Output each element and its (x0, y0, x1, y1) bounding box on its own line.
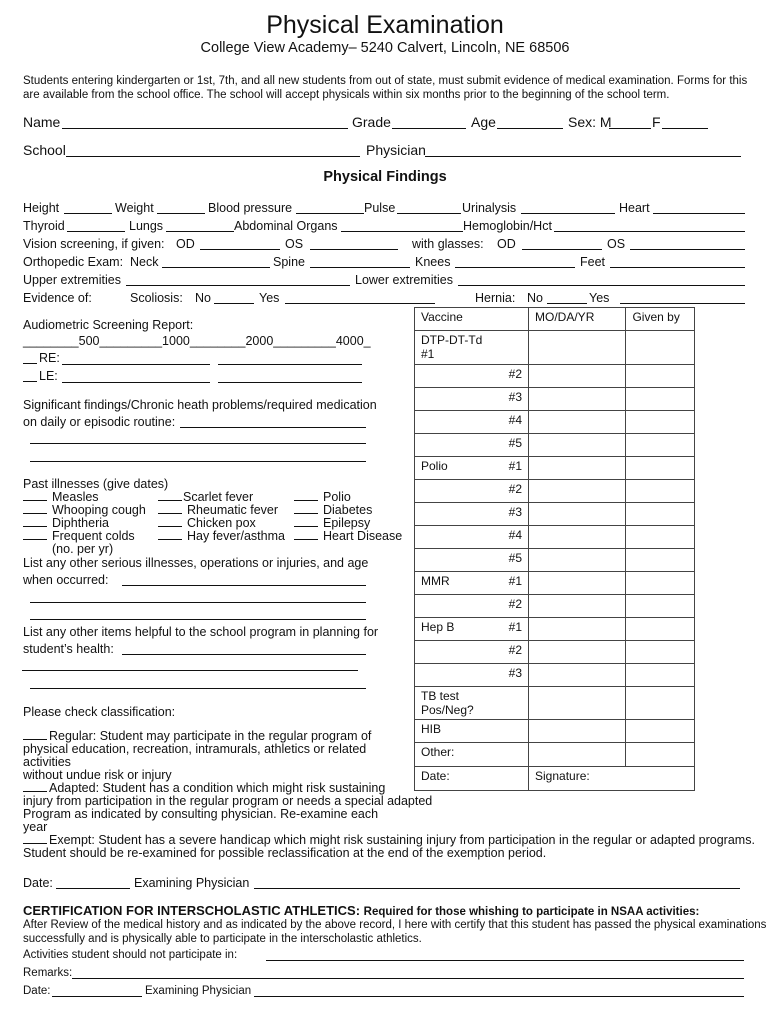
hepb-1-date[interactable] (529, 618, 626, 641)
cert-date-field[interactable] (52, 996, 142, 997)
class-examining-field[interactable] (254, 888, 740, 889)
hepb-dose-3: #3 (415, 664, 529, 687)
illness-rheumatic-fever[interactable]: Rheumatic fever (158, 503, 278, 517)
dtp-2-given[interactable] (626, 365, 695, 388)
polio-5-given[interactable] (626, 549, 695, 572)
hernia-yes-field[interactable] (620, 303, 745, 304)
hernia-yes-label: Yes (589, 291, 610, 305)
vaccine-header: Vaccine (415, 308, 529, 331)
scoliosis-yes-field[interactable] (285, 303, 435, 304)
hemoglobin-label: Hemoglobin/Hct (463, 219, 552, 233)
significant-field-3[interactable] (30, 461, 366, 462)
dtp-4-given[interactable] (626, 411, 695, 434)
intro-line-1: Students entering kindergarten or 1st, 7th, and all new students from out of state, must submit evidence of medical examination. Forms for this (23, 75, 748, 87)
polio-3-date[interactable] (529, 503, 626, 526)
neck-field[interactable] (162, 267, 270, 268)
knees-field[interactable] (455, 267, 575, 268)
le-prefix-line (23, 381, 37, 382)
past-illnesses-title: Past illnesses (give dates) (23, 477, 169, 491)
illness-diabetes[interactable]: Diabetes (294, 503, 372, 517)
hepb-1-given[interactable] (626, 618, 695, 641)
upper-label: Upper extremities (23, 273, 121, 287)
activities-field[interactable] (266, 960, 744, 961)
illness-frequent-colds[interactable]: Frequent colds (23, 529, 135, 543)
sex-m-field[interactable] (609, 128, 651, 129)
illness-epilepsy[interactable]: Epilepsy (294, 516, 370, 530)
lungs-label: Lungs (129, 219, 164, 233)
helpful-field-3[interactable] (30, 688, 366, 689)
od2-label: OD (497, 237, 516, 251)
polio-5-date[interactable] (529, 549, 626, 572)
hemoglobin-field[interactable] (554, 231, 745, 232)
helpful-line-2: student’s health: (23, 642, 114, 656)
hib-date[interactable] (529, 720, 626, 743)
page-title: Physical Examination (266, 11, 504, 39)
os-field[interactable] (310, 249, 398, 250)
od-field[interactable] (200, 249, 280, 250)
hernia-label: Hernia: (475, 291, 516, 305)
hepb-dose-2: #2 (415, 641, 529, 664)
significant-field-1[interactable] (180, 427, 366, 428)
adapted-line-2: injury from participation in the regular program or needs a special adapted (23, 794, 433, 808)
regular-line-2: physical education, recreation, intramurals, athletics or related (23, 742, 367, 756)
dtp-1-given[interactable] (626, 331, 695, 365)
school-address: College View Academy– 5240 Calvert, Lincoln, NE 68506 (200, 40, 570, 56)
intro-line-2: are available from the school office. The school will accept physicals within six months prior to the beginning of the school term. (23, 89, 670, 101)
abdominal-field[interactable] (341, 231, 463, 232)
dtp-2-date[interactable] (529, 365, 626, 388)
mmr-cell (415, 572, 529, 595)
illness-diphtheria[interactable]: Diphtheria (23, 516, 109, 530)
re-prefix-line (23, 363, 37, 364)
adapted-line-4: year (23, 820, 48, 834)
class-date-field[interactable] (56, 888, 130, 889)
dtp-cell (415, 331, 529, 365)
polio-2-given[interactable] (626, 480, 695, 503)
scoliosis-no-label: No (195, 291, 211, 305)
cert-body-1: After Review of the medical history and as indicated by the above record, I here with certify that this student has passed the physical examinations (23, 919, 767, 931)
urinalysis-label: Urinalysis (462, 201, 517, 215)
sex-m-label: Sex: M (568, 114, 612, 130)
le-field-b[interactable] (218, 382, 362, 383)
knees-label: Knees (415, 255, 451, 269)
with-glasses-label: with glasses: (412, 237, 484, 251)
age-field[interactable] (497, 128, 563, 129)
age-label: Age (471, 114, 496, 130)
height-label: Height (23, 201, 60, 215)
adapted-line-3: Program as indicated by consulting physician. Re-examine each (23, 807, 379, 821)
weight-label: Weight (115, 201, 154, 215)
hepb-label: Hep B (421, 620, 455, 634)
mmr-2-given[interactable] (626, 595, 695, 618)
hepb-3-date[interactable] (529, 664, 626, 687)
spine-field[interactable] (310, 267, 410, 268)
dtp-1-date[interactable] (529, 331, 626, 365)
cert-heading: CERTIFICATION FOR INTERSCHOLASTIC ATHLETICS: Required for those whishing to participate in NSAA activities: (23, 903, 700, 918)
mmr-1-given[interactable] (626, 572, 695, 595)
vaccine-date-label: Date: (415, 767, 529, 791)
hib-label: HIB (415, 720, 529, 743)
le-field-a[interactable] (62, 382, 210, 383)
other-date[interactable] (529, 743, 626, 767)
hepb-dose-1: #1 (508, 620, 523, 634)
upper-field[interactable] (126, 285, 350, 286)
lower-field[interactable] (458, 285, 745, 286)
significant-line-2: on daily or episodic routine: (23, 415, 176, 429)
pulse-field[interactable] (397, 213, 461, 214)
mmr-2-date[interactable] (529, 595, 626, 618)
illness-hay-fever[interactable]: Hay fever/asthma (158, 529, 285, 543)
dtp-dose-5: #5 (415, 434, 529, 457)
pulse-label: Pulse (364, 201, 396, 215)
other-illness-line-2: when occurred: (23, 573, 109, 587)
vision-label: Vision screening, if given: (23, 237, 165, 251)
regular-line-4: without undue risk or injury (23, 768, 172, 782)
polio-dose-3: #3 (415, 503, 529, 526)
grade-field[interactable] (392, 128, 466, 129)
polio-dose-2: #2 (415, 480, 529, 503)
school-field[interactable] (66, 156, 360, 157)
lungs-field[interactable] (166, 231, 234, 232)
sex-f-label: F (652, 114, 661, 130)
heart-label: Heart (619, 201, 650, 215)
cert-examining-field[interactable] (254, 996, 744, 997)
tb-label: TB test (421, 689, 460, 703)
hepb-2-given[interactable] (626, 641, 695, 664)
blood-pressure-label: Blood pressure (208, 201, 293, 215)
dtp-dose-2: #2 (415, 365, 529, 388)
dtp-dose-1: #1 (421, 347, 435, 361)
scoliosis-yes-label: Yes (259, 291, 280, 305)
dtp-label: DTP-DT-Td (421, 333, 483, 347)
vaccine-signature-label: Signature: (529, 767, 695, 791)
tb-date[interactable] (529, 687, 626, 720)
lower-label: Lower extremities (355, 273, 453, 287)
cert-body-2: successfully and is physically able to participate in the interscholastic athletics. (23, 933, 422, 945)
colds-note: (no. per yr) (52, 542, 114, 556)
illness-measles[interactable]: Measles (23, 490, 99, 504)
hepb-cell (415, 618, 529, 641)
hepb-3-given[interactable] (626, 664, 695, 687)
regular-line-3: activities (23, 755, 71, 769)
mmr-1-date[interactable] (529, 572, 626, 595)
cert-title-suffix: Required for those whishing to participate in NSAA activities: (363, 906, 700, 918)
findings-heading: Physical Findings (323, 169, 447, 185)
other-illness-line-1: List any other serious illnesses, operations or injuries, and age (23, 556, 369, 570)
polio-label: Polio (421, 459, 448, 473)
audiometric-title: Audiometric Screening Report: (23, 318, 194, 332)
hernia-no-label: No (527, 291, 543, 305)
cert-title: CERTIFICATION FOR INTERSCHOLASTIC ATHLETICS (23, 903, 356, 918)
given-by-header: Given by (626, 308, 695, 331)
classification-title: Please check classification: (23, 705, 176, 719)
re-label: RE: (39, 351, 60, 365)
exempt-option[interactable]: Exempt: Student has a severe handicap which might risk sustaining injury from participation in the regular or adapted programs. (23, 833, 755, 847)
spine-label: Spine (273, 255, 305, 269)
tb-pos-neg: Pos/Neg? (421, 703, 474, 717)
date-header: MO/DA/YR (529, 308, 626, 331)
polio-2-date[interactable] (529, 480, 626, 503)
os2-label: OS (607, 237, 626, 251)
other-label: Other: (415, 743, 529, 767)
scoliosis-label: Scoliosis: (130, 291, 183, 305)
tb-cell (415, 687, 529, 720)
helpful-line-1: List any other items helpful to the school program in planning for (23, 625, 379, 639)
helpful-field-1[interactable] (122, 654, 366, 655)
evidence-label: Evidence of: (23, 291, 92, 305)
significant-line-1: Significant findings/Chronic heath problems/required medication (23, 398, 377, 412)
adapted-option[interactable]: Adapted: Student has a condition which might risk sustaining (23, 781, 385, 795)
dtp-3-given[interactable] (626, 388, 695, 411)
hepb-2-date[interactable] (529, 641, 626, 664)
name-field[interactable] (62, 128, 348, 129)
ortho-label: Orthopedic Exam: (23, 255, 124, 269)
helpful-field-2[interactable] (22, 670, 358, 671)
sex-f-field[interactable] (662, 128, 708, 129)
hib-given[interactable] (626, 720, 695, 743)
audiometric-freqs: ________500_________1000________2000_________4000_ (23, 334, 371, 348)
remarks-field[interactable] (72, 978, 744, 979)
neck-label: Neck (130, 255, 159, 269)
polio-1-given[interactable] (626, 457, 695, 480)
school-label: School (23, 142, 66, 158)
illness-scarlet-fever[interactable]: Scarlet fever (158, 490, 253, 504)
dtp-5-date[interactable] (529, 434, 626, 457)
dtp-5-given[interactable] (626, 434, 695, 457)
le-label: LE: (39, 369, 58, 383)
physician-field[interactable] (425, 156, 741, 157)
vaccine-table (414, 307, 695, 791)
polio-dose-1: #1 (508, 459, 523, 473)
od-label: OD (176, 237, 195, 251)
illness-heart-disease[interactable]: Heart Disease (294, 529, 402, 543)
tb-given[interactable] (626, 687, 695, 720)
name-label: Name (23, 114, 61, 130)
exempt-line-2: Student should be re-examined for possible reclassification at the end of the exemption period. (23, 846, 547, 860)
polio-4-date[interactable] (529, 526, 626, 549)
polio-4-given[interactable] (626, 526, 695, 549)
illness-polio[interactable]: Polio (294, 490, 351, 504)
re-field-a[interactable] (62, 364, 210, 365)
feet-label: Feet (580, 255, 606, 269)
other-illness-field-1[interactable] (122, 585, 366, 586)
mmr-dose-2: #2 (415, 595, 529, 618)
dtp-dose-4: #4 (415, 411, 529, 434)
dtp-4-date[interactable] (529, 411, 626, 434)
os-label: OS (285, 237, 304, 251)
polio-3-given[interactable] (626, 503, 695, 526)
regular-option[interactable]: Regular: Student may participate in the regular program of (23, 729, 371, 743)
cert-examining-label: Examining Physician (145, 985, 252, 997)
other-illness-field-2[interactable] (30, 602, 366, 603)
feet-field[interactable] (610, 267, 745, 268)
dtp-dose-3: #3 (415, 388, 529, 411)
urinalysis-field[interactable] (521, 213, 615, 214)
blood-pressure-field[interactable] (296, 213, 364, 214)
class-date-label: Date: (23, 876, 53, 890)
heart-field[interactable] (653, 213, 745, 214)
weight-field[interactable] (157, 213, 205, 214)
thyroid-label: Thyroid (23, 219, 65, 233)
mmr-dose-1: #1 (508, 574, 523, 588)
thyroid-field[interactable] (67, 231, 125, 232)
significant-field-2[interactable] (30, 443, 366, 444)
hernia-no-field[interactable] (547, 303, 587, 304)
remarks-label: Remarks: (23, 967, 73, 979)
physician-label: Physician (366, 142, 426, 158)
os2-field[interactable] (630, 249, 745, 250)
activities-label: Activities student should not participate in: (23, 949, 238, 961)
grade-label: Grade (352, 114, 391, 130)
illness-whooping-cough[interactable]: Whooping cough (23, 503, 146, 517)
illness-chicken-pox[interactable]: Chicken pox (158, 516, 256, 530)
polio-cell (415, 457, 529, 480)
dtp-3-date[interactable] (529, 388, 626, 411)
other-given[interactable] (626, 743, 695, 767)
od2-field[interactable] (522, 249, 602, 250)
abdominal-label: Abdominal Organs (234, 219, 338, 233)
mmr-label: MMR (421, 574, 450, 588)
re-field-b[interactable] (218, 364, 362, 365)
scoliosis-no-field[interactable] (214, 303, 254, 304)
height-field[interactable] (64, 213, 112, 214)
polio-1-date[interactable] (529, 457, 626, 480)
polio-dose-5: #5 (415, 549, 529, 572)
cert-date-label: Date: (23, 985, 51, 997)
other-illness-field-3[interactable] (30, 619, 366, 620)
class-examining-label: Examining Physician (134, 876, 250, 890)
polio-dose-4: #4 (415, 526, 529, 549)
